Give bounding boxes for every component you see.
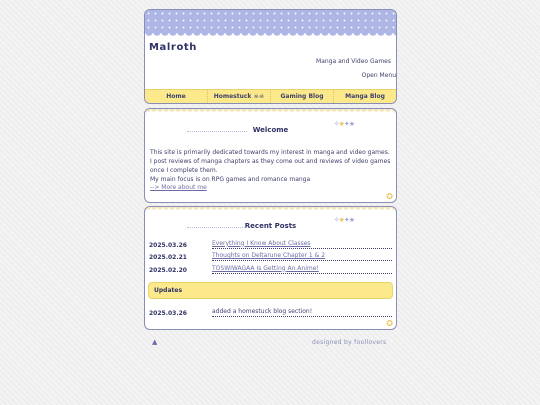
about-text: This site is primarily dedicated towards my interest in manga and video games. I post reviews of manga chapters as they come out and reviews of video games once I complete them. [150, 149, 391, 174]
designer-credit[interactable]: designed by foollovers [312, 339, 387, 346]
nav-item-home[interactable]: Home [145, 90, 208, 103]
post-link[interactable]: Thoughts on Deltarune Chapter 1 & 2 [212, 252, 392, 261]
more-about-me-link[interactable]: --> More about me [150, 184, 207, 191]
about-text-focus: My main focus is on RPG games and romance manga [150, 176, 311, 183]
decorative-line [187, 131, 247, 132]
card-scallop-border [145, 207, 396, 212]
decorative-line [187, 227, 247, 228]
post-date: 2025.02.20 [149, 266, 187, 274]
about-heading: Welcome [252, 126, 289, 134]
card-scallop-border [145, 109, 396, 114]
recent-posts-list [145, 236, 396, 274]
post-link[interactable]: TOSWIWAGAA Is Getting An Anime! [212, 265, 392, 274]
update-date: 2025.03.26 [149, 309, 187, 317]
updates-header: Updates [148, 282, 393, 299]
open-menu-button[interactable]: Open Menu [361, 72, 396, 79]
site-title[interactable]: Malroth [149, 42, 198, 53]
corner-star-icon: ✪ [386, 192, 393, 201]
nav-item-homestuck[interactable]: Homestuck ☠☠ [208, 90, 271, 103]
stars-decoration-icon: ✧★✦★ [333, 216, 354, 224]
recent-heading-row [145, 216, 396, 232]
nav-item-manga-blog[interactable]: Manga Blog [345, 93, 385, 100]
site-subtitle: Manga and Video Games [316, 58, 391, 65]
back-to-top-icon[interactable]: ▲ [152, 338, 158, 346]
about-heading-row [145, 120, 396, 136]
recent-posts-card [144, 206, 397, 330]
nav-item-gaming-blog[interactable]: Gaming Blog [271, 90, 334, 103]
about-card [144, 108, 397, 203]
update-text: added a homestuck blog section! [212, 308, 392, 317]
post-link[interactable]: Everything I Know About Classes [212, 240, 392, 249]
stars-decoration-icon: ✧★✦★ [333, 120, 354, 128]
main-nav [145, 89, 396, 103]
list-item [149, 236, 392, 249]
page-wrapper [144, 9, 397, 104]
list-item [145, 305, 396, 317]
header-banner [145, 10, 396, 33]
banner-scallops [145, 32, 396, 38]
corner-star-icon: ✪ [386, 319, 393, 328]
site-header [144, 9, 397, 104]
list-item [149, 249, 392, 262]
post-date: 2025.02.21 [149, 254, 187, 261]
list-item [149, 261, 392, 274]
recent-posts-heading: Recent Posts [244, 222, 297, 230]
post-date: 2025.03.26 [149, 241, 187, 249]
